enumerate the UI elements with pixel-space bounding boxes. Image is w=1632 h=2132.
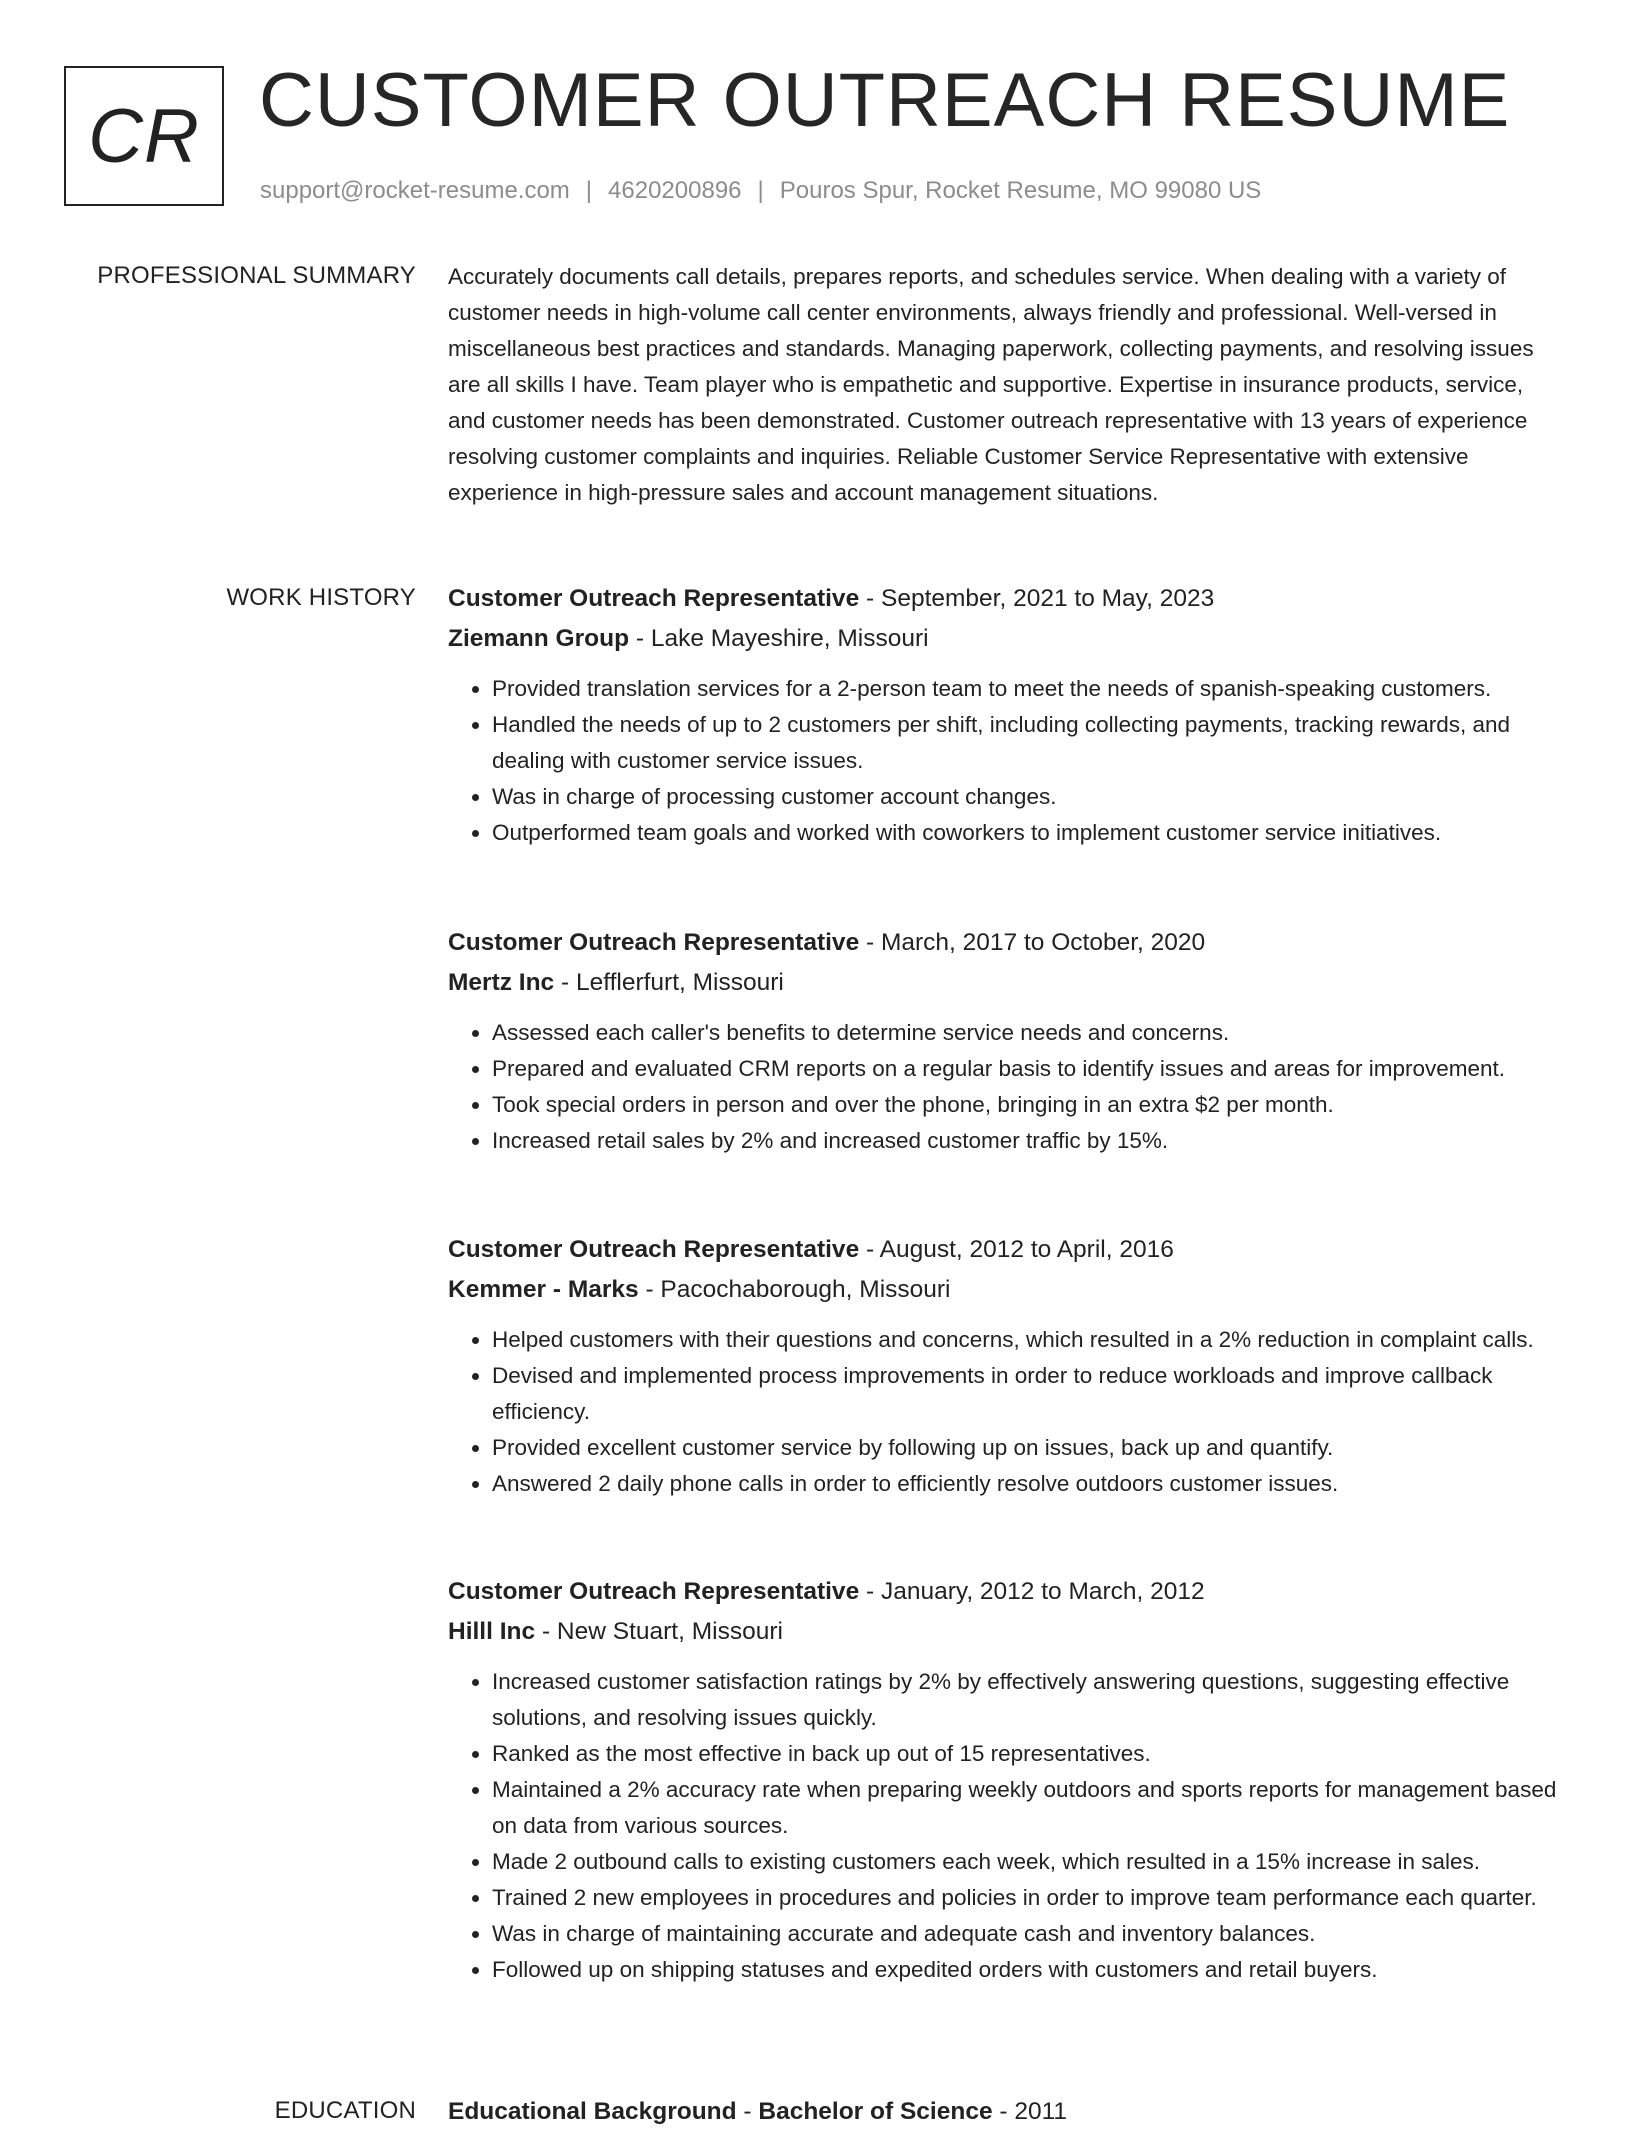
- job-bullet: • Was in charge of maintaining accurate and adequate cash and inventory balances.: [492, 1916, 1558, 1952]
- job-entry: [448, 1230, 1558, 1502]
- education-school: Educational Background: [448, 2098, 737, 2125]
- job-bullet: • Ranked as the most effective in back up out of 15 representatives.: [492, 1736, 1558, 1772]
- job-bullet: • Followed up on shipping statuses and expedited orders with customers and retail buyers.: [492, 1952, 1558, 1988]
- job-company: Hilll Inc: [448, 1618, 536, 1645]
- job-bullet: • Maintained a 2% accuracy rate when preparing weekly outdoors and sports reports for management based on data from various sources.: [492, 1772, 1558, 1844]
- job-bullet: • Trained 2 new employees in procedures and policies in order to improve team performance each quarter.: [492, 1880, 1558, 1916]
- job-location: - Pacochaborough, Missouri: [638, 1276, 951, 1303]
- job-title-line: [448, 923, 1558, 963]
- section-label-work-history: WORK HISTORY: [226, 584, 416, 611]
- summary-text: Accurately documents call details, prepares reports, and schedules service. When dealing with a variety of customer needs in high-volume call center environments, always friendly and professional. Well-versed in miscellaneous best practices and standards. Managing paperwork, collecting payments, and resolving issues are all skills I have. Team player who is empathetic and supportive. Expertise in insurance products, service, and customer needs has been demonstrated. Customer outreach representative with 13 years of experience resolving customer complaints and inquiries. Reliable Customer Service Representative with extensive experience in high-pressure sales and account management situations.: [448, 264, 1534, 505]
- job-entry: [448, 1572, 1558, 1988]
- job-bullet: • Devised and implemented process improvements in order to reduce workloads and improve callback efficiency.: [492, 1358, 1558, 1430]
- job-title-line: [448, 1572, 1558, 1612]
- job-location: - Lake Mayeshire, Missouri: [629, 625, 929, 652]
- job-title: Customer Outreach Representative: [448, 929, 860, 956]
- job-company: Kemmer - Marks: [448, 1276, 639, 1303]
- job-company: Mertz Inc: [448, 969, 555, 996]
- contact-address: Pouros Spur, Rocket Resume, MO 99080 US: [779, 177, 1262, 204]
- job-bullet: • Increased retail sales by 2% and increased customer traffic by 15%.: [492, 1123, 1558, 1159]
- job-location: - Lefflerfurt, Missouri: [554, 969, 784, 996]
- job-bullets: [448, 671, 1558, 851]
- job-company-line: [448, 619, 1558, 659]
- job-company-line: [448, 963, 1558, 1003]
- section-label-education: EDUCATION: [274, 2097, 416, 2124]
- job-dates: - March, 2017 to October, 2020: [859, 929, 1206, 956]
- job-bullet: • Assessed each caller's benefits to determine service needs and concerns.: [492, 1015, 1558, 1051]
- education-year: 2011: [1014, 2098, 1068, 2125]
- job-bullets: [448, 1322, 1558, 1502]
- contact-separator: |: [585, 177, 593, 204]
- job-bullet: • Took special orders in person and over the phone, bringing in an extra $2 per month.: [492, 1087, 1558, 1123]
- education-line: Educational Background - Bachelor of Science - 2011: [448, 2098, 1068, 2125]
- job-company-line: [448, 1612, 1558, 1652]
- contact-line: [260, 175, 1261, 207]
- job-dates: - August, 2012 to April, 2016: [859, 1236, 1174, 1263]
- job-entry: [448, 923, 1558, 1159]
- contact-phone: 4620200896: [608, 177, 742, 204]
- job-title: Customer Outreach Representative: [448, 585, 860, 612]
- section-label-summary: PROFESSIONAL SUMMARY: [97, 262, 416, 289]
- job-location: - New Stuart, Missouri: [535, 1618, 783, 1645]
- job-company-line: [448, 1270, 1558, 1310]
- job-bullet: • Handled the needs of up to 2 customers per shift, including collecting payments, tracking rewards, and dealing with customer service issues.: [492, 707, 1558, 779]
- contact-email: support@rocket-resume.com: [260, 177, 570, 204]
- summary-section: [448, 259, 1558, 511]
- job-bullet: • Answered 2 daily phone calls in order to efficiently resolve outdoors customer issues.: [492, 1466, 1558, 1502]
- contact-separator: |: [757, 177, 764, 204]
- job-dates: - January, 2012 to March, 2012: [859, 1578, 1205, 1605]
- job-title: Customer Outreach Representative: [448, 1236, 860, 1263]
- monogram-initials: CR: [88, 93, 200, 179]
- job-bullet: • Increased customer satisfaction ratings by 2% by effectively answering questions, suggesting effective solutions, and resolving issues quickly.: [492, 1664, 1558, 1736]
- job-entry: [448, 579, 1558, 851]
- job-title-line: [448, 1230, 1558, 1270]
- job-bullet: • Was in charge of processing customer account changes.: [492, 779, 1558, 815]
- resume-title: CUSTOMER OUTREACH RESUME: [259, 58, 1511, 143]
- job-bullet: • Prepared and evaluated CRM reports on a regular basis to identify issues and areas for improvement.: [492, 1051, 1558, 1087]
- job-dates: - September, 2021 to May, 2023: [859, 585, 1215, 612]
- job-title: Customer Outreach Representative: [448, 1578, 860, 1605]
- job-bullet: • Made 2 outbound calls to existing customers each week, which resulted in a 15% increase in sales.: [492, 1844, 1558, 1880]
- job-bullets: [448, 1015, 1558, 1159]
- job-bullet: • Outperformed team goals and worked with coworkers to implement customer service initiatives.: [492, 815, 1558, 851]
- job-bullet: • Helped customers with their questions and concerns, which resulted in a 2% reduction in complaint calls.: [492, 1322, 1558, 1358]
- job-bullet: • Provided excellent customer service by following up on issues, back up and quantify.: [492, 1430, 1558, 1466]
- job-title-line: [448, 579, 1558, 619]
- monogram-logo: [64, 66, 224, 206]
- education-degree: Bachelor of Science: [758, 2098, 993, 2125]
- job-bullets: [448, 1664, 1558, 1988]
- job-bullet: • Provided translation services for a 2-person team to meet the needs of spanish-speaking customers.: [492, 671, 1558, 707]
- education-entry: [448, 2092, 1558, 2132]
- job-company: Ziemann Group: [448, 625, 630, 652]
